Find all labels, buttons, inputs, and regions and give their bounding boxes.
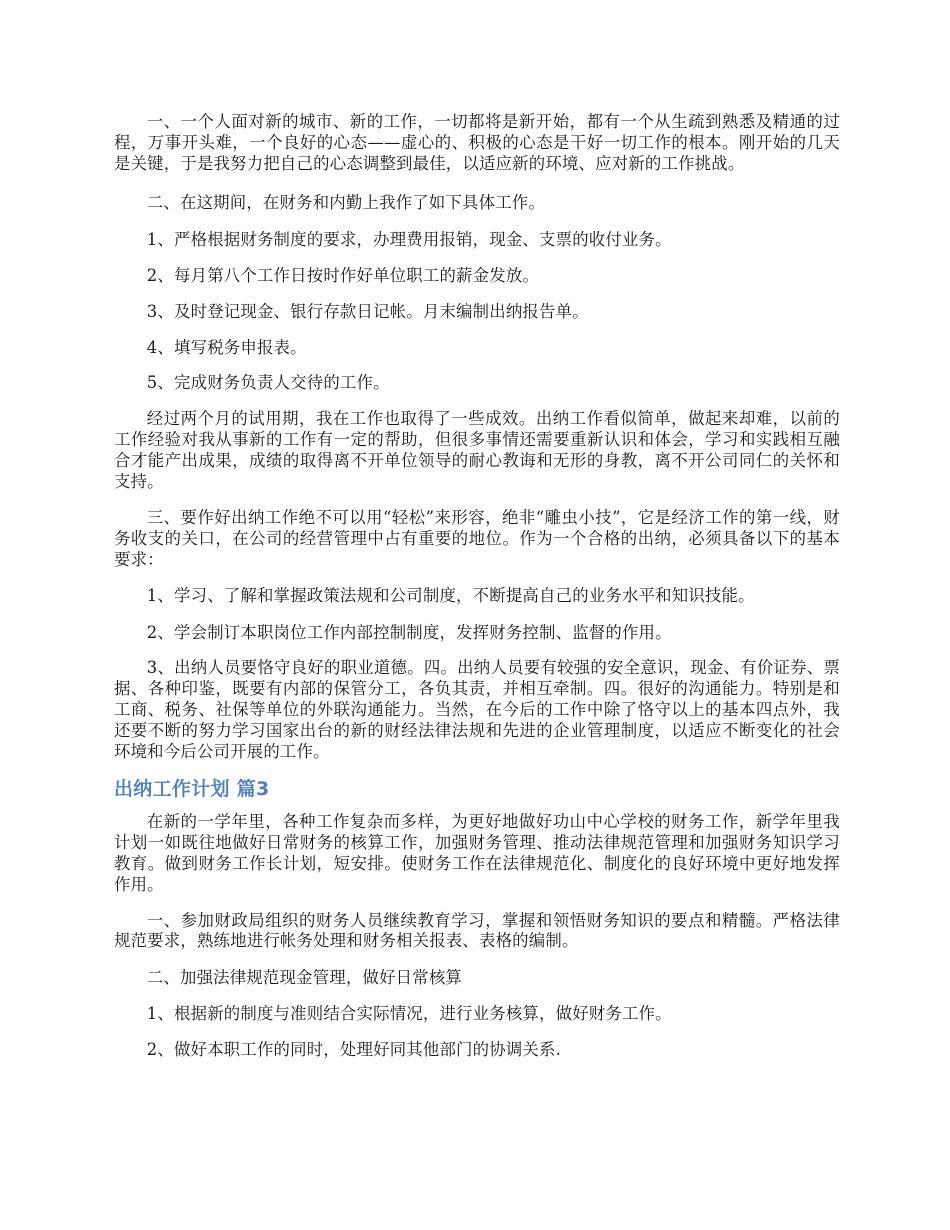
paragraph: 1、学习、了解和掌握政策法规和公司制度，不断提高自己的业务水平和知识技能。	[146, 585, 755, 605]
paragraph: 2、做好本职工作的同时，处理好同其他部门的协调关系.	[146, 1039, 562, 1059]
paragraph: 一、参加财政局组织的财务人员继续教育学习，掌握和领悟财务知识的要点和精髓。严格法律规范要求，熟练地进行帐务处理和财务相关报表、表格的编制。	[114, 910, 840, 951]
paragraph: 2、学会制订本职岗位工作内部控制制度，发挥财务控制、监督的作用。	[146, 622, 672, 642]
paragraph: 二、加强法律规范现金管理，做好日常核算	[146, 968, 463, 988]
paragraph: 在新的一学年里，各种工作复杂而多样，为更好地做好功山中心学校的财务工作，新学年里我计划一如既往地做好日常财务的核算工作，加强财务管理、推动法律规范管理和加强财务知识学习教育。做到财务工作长计划，短安排。使财务工作在法律规范化、制度化的良好环境中更好地发挥作用。	[114, 812, 840, 894]
paragraph: 5、完成财务负责人交待的工作。	[146, 373, 390, 393]
paragraph: 1、根据新的制度与准则结合实际情况，进行业务核算，做好财务工作。	[146, 1003, 672, 1023]
paragraph: 1、严格根据财务制度的要求，办理费用报销，现金、支票的收付业务。	[146, 230, 672, 250]
paragraph: 2、每月第八个工作日按时作好单位职工的薪金发放。	[146, 265, 540, 285]
paragraph: 三、要作好出纳工作绝不可以用“轻松”来形容，绝非“雕虫小技”，它是经济工作的第一线，财务收支的关口，在公司的经营管理中占有重要的地位。作为一个合格的出纳，必须具备以下的基本要求：	[114, 508, 840, 569]
paragraph: 3、出纳人员要恪守良好的职业道德。四。出纳人员要有较强的安全意识，现金、有价证券、票据、各种印鉴，既要有内部的保管分工，各负其责，并相互牵制。四。很好的沟通能力。特别是和工商、税务、社保等单位的外联沟通能力。当然，在今后的工作中除了恪守以上的基本四点外，我还要不断的努力学习国家出台的新的财经法律法规和先进的企业管理制度，以适应不断变化的社会环境和今后公司开展的工作。	[114, 658, 840, 761]
paragraph: 二、在这期间，在财务和内勤上我作了如下具体工作。	[146, 193, 545, 213]
section-heading: 出纳工作计划 篇3	[114, 778, 270, 801]
paragraph: 4、填写税务申报表。	[146, 337, 307, 357]
document-page	[114, 112, 840, 1061]
paragraph: 经过两个月的试用期，我在工作也取得了一些成效。出纳工作看似简单，做起来却难，以前的工作经验对我从事新的工作有一定的帮助，但很多事情还需要重新认识和体会，学习和实践相互融合才能产出成果，成绩的取得离不开单位领导的耐心教诲和无形的身教，离不开公司同仁的关怀和支持。	[114, 409, 840, 491]
paragraph: 一、一个人面对新的城市、新的工作，一切都将是新开始，都有一个从生疏到熟悉及精通的过程，万事开头难，一个良好的心态——虚心的、积极的心态是干好一切工作的根本。刚开始的几天是关键，于是我努力把自己的心态调整到最佳，以适应新的环境、应对新的工作挑战。	[114, 112, 840, 173]
paragraph: 3、及时登记现金、银行存款日记帐。月末编制出纳报告单。	[146, 301, 589, 321]
